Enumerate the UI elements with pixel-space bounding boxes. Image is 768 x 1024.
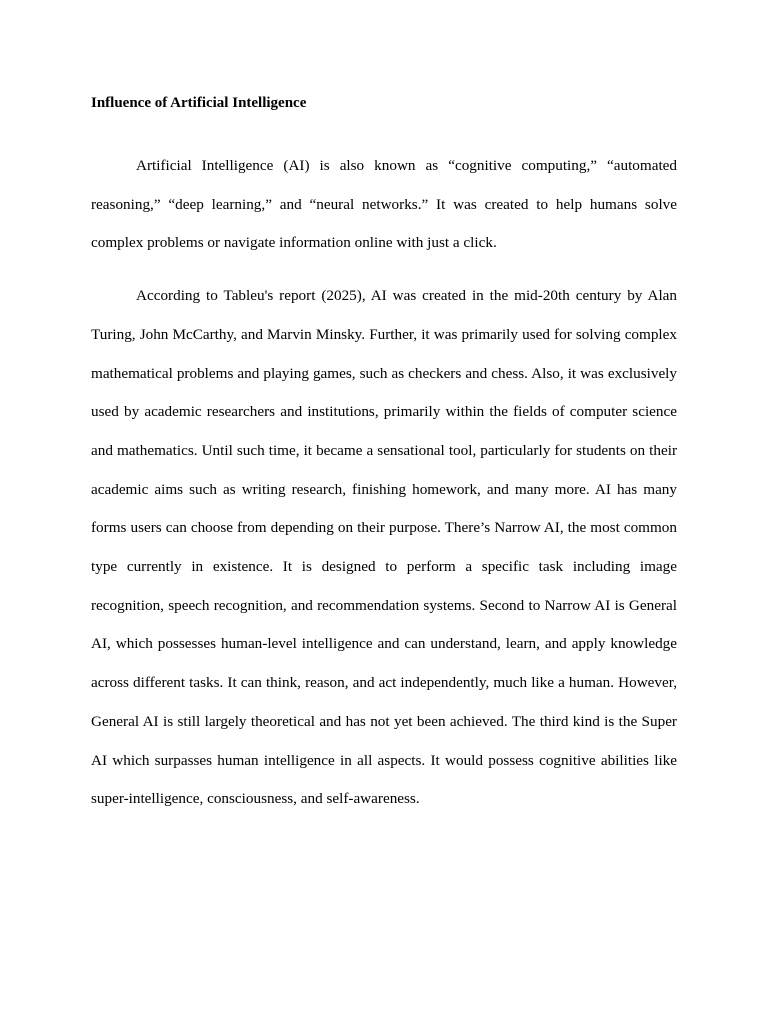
document-body <box>91 93 677 833</box>
paragraph-history: According to Tableu's report (2025), AI was created in the mid-20th century by Alan Turing, John McCarthy, and Marvin Minsky. Further, it was primarily used for solving complex mathematical problems and playing games, such as checkers and chess. Also, it was exclusively used by academic researchers and institutions, primarily within the fields of computer science and mathematics. Until such time, it became a sensational tool, particularly for students on their academic aims such as writing research, finishing homework, and many more. AI has many forms users can choose from depending on their purpose. There’s Narrow AI, the most common type currently in existence. It is designed to perform a specific task including image recognition, speech recognition, and recommendation systems. Second to Narrow AI is General AI, which possesses human-level intelligence and can understand, learn, and apply knowledge across different tasks. It can think, reason, and act independently, much like a human. However, General AI is still largely theoretical and has not yet been achieved. The third kind is the Super AI which surpasses human intelligence in all aspects. It would possess cognitive abilities like super-intelligence, consciousness, and self-awareness. <box>91 287 677 808</box>
paragraph-intro: Artificial Intelligence (AI) is also known as “cognitive computing,” “automated reasoning,” “deep learning,” and “neural networks.” It was created to help humans solve complex problems or navigate information online with just a click. <box>91 157 677 252</box>
document-title: Influence of Artificial Intelligence <box>91 95 307 111</box>
